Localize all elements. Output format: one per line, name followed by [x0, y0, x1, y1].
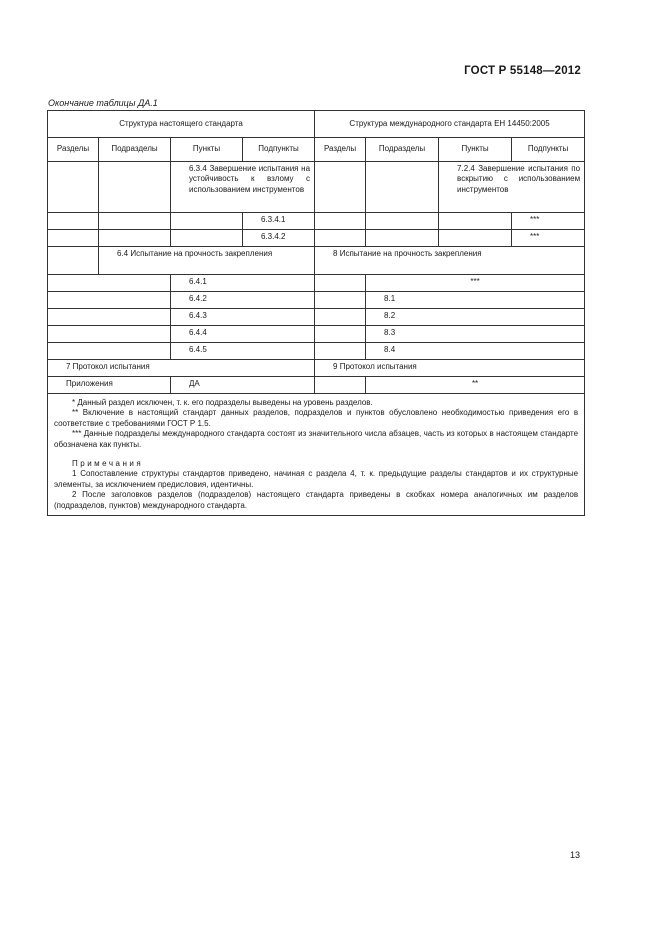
- table-cell: 6.4.4: [171, 326, 315, 343]
- table-cell: 6.3.4 Завершение испытания на устойчивость к взлому с использованием инструментов: [171, 162, 315, 213]
- note: 1 Сопоставление структуры стандартов приведено, начиная с раздела 4, т. к. предыдущие разделы стандартов и их структурные элементы, за исключением предисловия, идентичны.: [54, 469, 579, 489]
- col-header: Разделы: [315, 138, 366, 162]
- table-cell: ***: [512, 213, 585, 230]
- table-cell: [315, 292, 366, 309]
- table-cell: 9 Протокол испытания: [315, 360, 585, 377]
- table-cell: 8.3: [366, 326, 585, 343]
- table-cell: [48, 230, 99, 247]
- table-cell: 8.2: [366, 309, 585, 326]
- table-cell: 6.3.4.1: [243, 213, 315, 230]
- table-cell: [48, 213, 99, 230]
- table-cell: [315, 326, 366, 343]
- col-header: Пункты: [171, 138, 243, 162]
- footnote: *** Данные подразделы международного стандарта состоят из значительного числа абзацев, часть из которых в настоящем стандарте обозначена как пункты.: [54, 429, 579, 449]
- table-cell: [48, 343, 171, 360]
- table-cell: [366, 230, 439, 247]
- table-cell: [315, 377, 366, 394]
- table-cell: [315, 213, 366, 230]
- table-cell: [315, 275, 366, 292]
- table-cell: ***: [366, 275, 585, 292]
- table-cell: 6.4.1: [171, 275, 315, 292]
- table-cell: [439, 230, 512, 247]
- notes-cell: [48, 394, 585, 516]
- table-cell: **: [366, 377, 585, 394]
- table-cell: 8.1: [366, 292, 585, 309]
- table-cell: [315, 309, 366, 326]
- table-cell: 6.4.3: [171, 309, 315, 326]
- table-cell: 6.3.4.2: [243, 230, 315, 247]
- page-number: 13: [569, 850, 580, 860]
- table-cell: [48, 292, 171, 309]
- table-cell: [171, 213, 243, 230]
- col-header: Подразделы: [99, 138, 171, 162]
- col-header: Подпункты: [512, 138, 585, 162]
- comparison-table: [47, 110, 585, 516]
- table-cell: [48, 275, 171, 292]
- table-cell: [315, 230, 366, 247]
- table-cell: 8.4: [366, 343, 585, 360]
- table-cell: 7 Протокол испытания: [48, 360, 315, 377]
- col-header: Разделы: [48, 138, 99, 162]
- table-cell: [48, 309, 171, 326]
- table-cell: [315, 343, 366, 360]
- table-cell: [439, 213, 512, 230]
- table-cell: ДА: [171, 377, 315, 394]
- table-cell: [48, 162, 99, 213]
- table-cell: [48, 326, 171, 343]
- footnote: * Данный раздел исключен, т. к. его подразделы выведены на уровень разделов.: [72, 398, 373, 407]
- group-header-left: Структура настоящего стандарта: [48, 111, 315, 138]
- table-cell: 8 Испытание на прочность закрепления: [315, 247, 585, 275]
- col-header: Подпункты: [243, 138, 315, 162]
- table-cell: [99, 230, 171, 247]
- table-cell: [99, 213, 171, 230]
- table-cell: 7.2.4 Завершение испытания по вскрытию с использованием инструментов: [439, 162, 585, 213]
- table-cell: [366, 162, 439, 213]
- table-cell: [48, 247, 99, 275]
- notes-title: Примечания: [72, 458, 144, 468]
- note: 2 После заголовков разделов (подразделов) настоящего стандарта приведены в скобках номера аналогичных им разделов (подразделов, пунктов) международного стандарта.: [54, 490, 579, 510]
- col-header: Пункты: [439, 138, 512, 162]
- table-cell: [171, 230, 243, 247]
- table-cell: Приложения: [48, 377, 171, 394]
- table-cell: [99, 162, 171, 213]
- table-cell: [315, 162, 366, 213]
- document-id: ГОСТ Р 55148—2012: [464, 65, 581, 77]
- table-cell: 6.4 Испытание на прочность закрепления: [99, 247, 315, 275]
- group-header-right: Структура международного стандарта ЕН 14450:2005: [315, 111, 585, 138]
- footnote: ** Включение в настоящий стандарт данных разделов, подразделов и пунктов обусловлено необходимостью приведения его в соответствие с требованиями ГОСТ Р 1.5.: [54, 408, 579, 428]
- table-cell: 6.4.2: [171, 292, 315, 309]
- table-cell: [366, 213, 439, 230]
- table-cell: ***: [512, 230, 585, 247]
- table-caption: Окончание таблицы ДА.1: [48, 98, 158, 108]
- table-cell: 6.4.5: [171, 343, 315, 360]
- col-header: Подразделы: [366, 138, 439, 162]
